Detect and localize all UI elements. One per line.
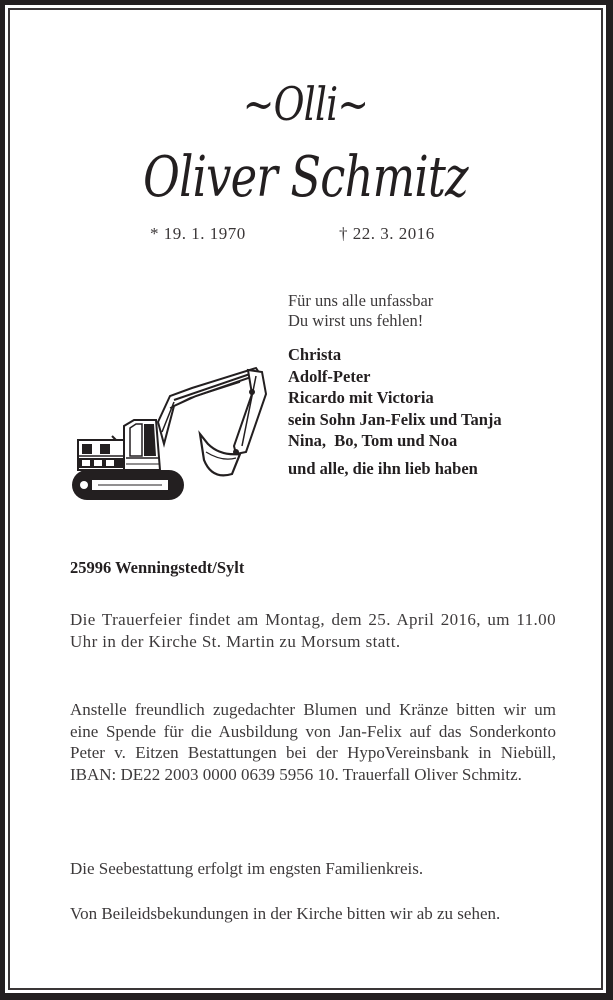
- mourner-name: Ricardo mit Victoria: [288, 388, 434, 407]
- death-date: † 22. 3. 2016: [339, 224, 435, 243]
- ceremony-paragraph: Die Trauerfeier findet am Montag, dem 25. April 2016, um 11.00 Uhr in der Kirche St. Martin zu Morsum statt.: [70, 610, 556, 651]
- mourner-name: Adolf-Peter: [288, 366, 371, 386]
- donation-paragraph: Anstelle freundlich zugedachter Blumen und Kränze bitten wir um eine Spende für die Ausbildung von Jan-Felix auf das Sonderkonto Peter v. Eitzen Bestattungen bei der HypoVereinsbank in Niebüll, IBAN: DE22 2003 0000 0639 5956 10. Trauerfall Oliver Schmitz.: [70, 700, 556, 784]
- mourners-section: [288, 291, 608, 479]
- condolence-paragraph: Von Beileidsbekundungen in der Kirche bitten wir ab zu sehen.: [70, 904, 501, 923]
- mourner-name: Christa: [288, 345, 342, 364]
- obituary-notice: [10, 10, 601, 988]
- motto-line: Für uns alle unfassbar: [288, 291, 434, 310]
- mourner-name: Nina, Bo, Tom und Noa: [288, 431, 458, 450]
- mourners-closing-line: und alle, die ihn lieb haben: [288, 458, 478, 478]
- motto-line: Du wirst uns fehlen!: [288, 311, 424, 330]
- mourner-name: sein Sohn Jan-Felix und Tanja: [288, 409, 502, 429]
- nickname-heading: ~Olli~: [242, 77, 369, 131]
- full-name-heading: Oliver Schmitz: [143, 145, 468, 210]
- mourner-list: [288, 344, 608, 479]
- birth-date: * 19. 1. 1970: [150, 224, 246, 243]
- excavator-icon: [70, 362, 270, 507]
- location-line: 25996 Wenningstedt/Sylt: [70, 558, 245, 577]
- burial-paragraph: Die Seebestattung erfolgt im engsten Familienkreis.: [70, 859, 424, 878]
- inner-border-frame: [8, 8, 603, 990]
- life-dates: [10, 224, 601, 246]
